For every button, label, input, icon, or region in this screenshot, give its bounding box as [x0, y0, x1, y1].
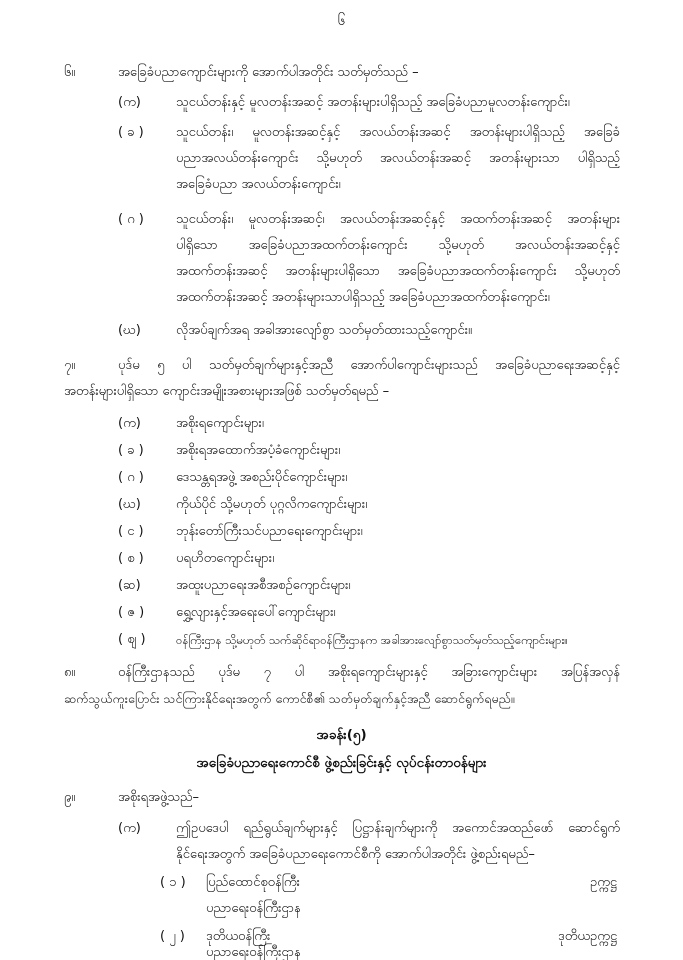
item-text: လိုအပ်ချက်အရ အခါအားလျော်စွာ သတ်မှတ်ထားသည့်ကျောင်း။ — [176, 323, 472, 338]
member-title: ဒုတိယဝန်ကြီး — [206, 929, 271, 944]
member-label: ( ၂ ) — [160, 929, 185, 944]
item-label: ( ခ ) — [118, 125, 144, 140]
member-dept: ပညာရေးဝန်ကြီးဌာန — [206, 901, 301, 916]
chapter-number: အခန်း(၅) — [316, 727, 367, 743]
item-label: (က) — [118, 821, 141, 836]
item-text: ဤဥပဒေပါ ရည်ရွယ်ချက်များနှင့် ပြဋ္ဌာန်းချက်များကို အကောင်အထည်ဖော် ဆောင်ရွက် — [176, 821, 620, 836]
section-7-intro: ပုဒ်မ ၅ ပါ သတ်မှတ်ချက်များနှင့်အညီ အောက်ပါကျောင်းများသည် အခြေခံပညာရေးအဆင့်နှင့် — [118, 358, 620, 373]
section-8-number: ၈။ — [64, 665, 76, 680]
item-text: သူငယ်တန်း၊ မူလတန်းအဆင့်နှင့် အလယ်တန်းအဆင့် အတန်းများပါရှိသည့် အခြေခံ — [176, 125, 620, 140]
item-label: ( င ) — [118, 524, 144, 539]
item-label: (ဆ) — [118, 578, 141, 593]
item-text: အထက်တန်းအဆင့် အတန်းများပါရှိသော အခြေခံပညာအထက်တန်းကျောင်း သို့မဟုတ် — [176, 264, 620, 279]
item-label: ( ဂ ) — [118, 212, 144, 227]
item-text: အထက်တန်းအဆင့် အတန်းများသာပါရှိသည့် အခြေခံပညာအထက်တန်းကျောင်း၊ — [176, 290, 550, 305]
item-text: ဒေသန္တရအဖွဲ့ အစည်းပိုင်ကျောင်းများ၊ — [176, 470, 348, 485]
item-label: ( ဂ ) — [118, 470, 144, 485]
item-label: ( ခ ) — [118, 443, 144, 458]
member-dept: ပညာရေးဝန်ကြီးဌာန — [206, 945, 301, 960]
item-text: ရွှေ့လျားနှင့်အရေးပေါ်ကျောင်းများ၊ — [176, 605, 336, 620]
member-role: ဥက္ကဋ္ဌ — [590, 875, 617, 890]
section-7-number: ၇။ — [64, 358, 76, 373]
item-text: ဝန်ကြီးဌာန သို့မဟုတ် သက်ဆိုင်ရာဝန်ကြီးဌာနက အခါအားလျော်စွာသတ်မှတ်သည့်ကျောင်းများ။ — [176, 633, 568, 647]
section-6-number: ၆။ — [64, 65, 76, 80]
section-8-text: ဆက်သွယ်ကူးပြောင်း သင်ကြားနိုင်ရေးအတွက် ကောင်စီ၏ သတ်မှတ်ချက်နှင့်အညီ ဆောင်ရွက်ရမည်။ — [64, 691, 515, 706]
item-label: ( စ ) — [118, 551, 144, 566]
item-text: အစိုးရကျောင်းများ၊ — [176, 416, 264, 431]
item-text: သူငယ်တန်းနှင့် မူလတန်းအဆင့် အတန်းများပါရှိသည့် အခြေခံပညာမူလတန်းကျောင်း၊ — [176, 95, 570, 110]
item-text: ပါရှိသော အခြေခံပညာအထက်တန်းကျောင်း သို့မဟုတ် အလယ်တန်းအဆင့်နှင့် — [176, 238, 620, 253]
item-label: ( ဇ ) — [118, 605, 145, 620]
section-9-intro: အစိုးရအဖွဲ့သည်– — [118, 790, 200, 805]
item-label: (ဃ) — [118, 323, 141, 338]
section-7-intro: အတန်းများပါရှိသော ကျောင်းအမျိုးအစားများအဖြစ် သတ်မှတ်ရမည် – — [64, 384, 390, 399]
section-9-number: ၉။ — [64, 790, 76, 805]
member-label: ( ၁ ) — [160, 875, 186, 890]
item-text: ပရဟိတကျောင်းများ၊ — [176, 551, 275, 566]
item-text: ဘုန်းတော်ကြီးသင်ပညာရေးကျောင်းများ၊ — [176, 524, 363, 539]
item-label: (က) — [118, 416, 141, 431]
item-label: (က) — [118, 95, 141, 110]
item-label: (ဃ) — [118, 497, 141, 512]
page-number: ၆ — [337, 13, 346, 29]
item-text: သူငယ်တန်း၊ မူလတန်းအဆင့်၊ အလယ်တန်းအဆင့်နှင့် အထက်တန်းအဆင့် အတန်းများ — [176, 212, 620, 227]
member-role: ဒုတိယဥက္ကဋ္ဌ — [557, 929, 617, 944]
item-text: ပညာအလယ်တန်းကျောင်း သို့မဟုတ် အလယ်တန်းအဆင့် အတန်းများသာ ပါရှိသည့် — [176, 151, 620, 166]
chapter-title: အခြေခံပညာရေးကောင်စီ ဖွဲ့စည်းခြင်းနှင့် လုပ်ငန်းတာဝန်များ — [196, 755, 487, 771]
item-text: အစိုးရအထောက်အပံ့ခံကျောင်းများ၊ — [176, 443, 341, 458]
item-text: အထူးပညာရေးအစီအစဉ်ကျောင်းများ၊ — [176, 578, 351, 593]
section-6-intro: အခြေခံပညာကျောင်းများကို အောက်ပါအတိုင်း သတ်မှတ်သည် – — [118, 65, 419, 80]
item-text: ကိုယ်ပိုင် သို့မဟုတ် ပုဂ္ဂလိကကျောင်းများ၊ — [176, 497, 368, 512]
member-title: ပြည်ထောင်စုဝန်ကြီး — [206, 875, 300, 890]
section-8-text: ဝန်ကြီးဌာနသည် ပုဒ်မ ၇ ပါ အစိုးရကျောင်းများနှင့် အခြားကျောင်းများ အပြန်အလှန် — [118, 665, 620, 680]
item-text: နိုင်ရေးအတွက် အခြေခံပညာရေးကောင်စီကို အောက်ပါအတိုင်း ဖွဲ့စည်းရမည်– — [176, 847, 535, 862]
item-label: ( ဈ ) — [118, 632, 146, 647]
item-text: အခြေခံပညာ အလယ်တန်းကျောင်း၊ — [176, 177, 341, 192]
